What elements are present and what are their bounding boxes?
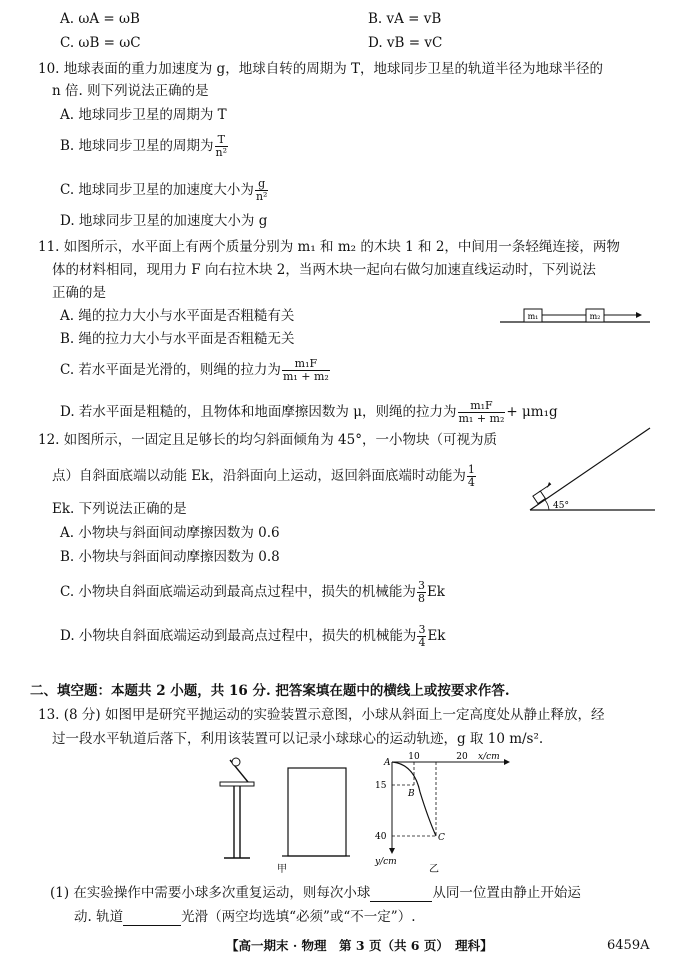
fraction-denominator: 4 — [418, 636, 426, 649]
q12-stem-line1: 12. 如图所示，一固定且足够长的均匀斜面倾角为 45°，一小物块（可视为质 — [38, 432, 497, 448]
q12-stem-line2 — [52, 464, 477, 489]
answer-blank-2[interactable] — [123, 911, 181, 926]
q12-option-b: B. 小物块与斜面间动摩擦因数为 0.8 — [60, 549, 280, 565]
y-axis-arrow-icon — [389, 848, 395, 854]
fraction-numerator: T — [215, 134, 229, 147]
q12-incline-figure — [525, 420, 665, 520]
q13-sub1-text-c: 动. 轨道 — [74, 909, 124, 925]
q10-stem-line1: 10. 地球表面的重力加速度为 g，地球自转的周期为 T，地球同步卫星的轨道半径为地球半径的 — [38, 61, 603, 77]
recording-board — [288, 768, 346, 856]
q10-option-c-text: C. 地球同步卫星的加速度大小为 — [60, 182, 254, 198]
q11-option-d — [60, 400, 558, 425]
fraction-denominator: n² — [215, 146, 228, 159]
page-footer: 【高一期末 · 物理 第 3 页（共 6 页） 理科】 — [226, 938, 493, 953]
fraction-numerator: 3 — [417, 579, 425, 592]
q12-stem-fraction — [467, 464, 476, 489]
q10-option-b-fraction — [215, 134, 229, 159]
fraction-numerator: 3 — [418, 623, 426, 636]
paper-code: 6459A — [607, 938, 650, 953]
q12-option-a: A. 小物块与斜面间动摩擦因数为 0.6 — [60, 525, 280, 541]
answer-blank-1[interactable] — [370, 887, 432, 902]
q13-apparatus-figure — [212, 752, 350, 876]
q11-option-c — [60, 358, 331, 383]
q11-stem-line2: 体的材料相同，现用力 F 向右拉木块 2，当两木块一起向右做匀加速直线运动时，下列说法 — [52, 262, 596, 278]
q12-option-c-text: C. 小物块自斜面底端运动到最高点过程中，损失的机械能为 — [60, 584, 416, 600]
angle-label: 45° — [553, 501, 569, 511]
x-axis-label: x/cm — [478, 752, 500, 762]
angle-arc — [545, 500, 549, 510]
point-b-label: B — [408, 789, 415, 799]
incline-line — [530, 428, 650, 510]
q12-option-d-fraction — [417, 624, 426, 649]
figure-jia-caption: 甲 — [277, 864, 287, 875]
tick-x20: 20 — [456, 752, 468, 762]
fraction-numerator: m₁F — [282, 358, 330, 371]
q11-option-d-text: D. 若水平面是粗糙的，且物体和地面摩擦因数为 μ，则绳的拉力为 — [60, 404, 457, 420]
q12-option-d-suffix: Ek — [427, 628, 446, 644]
q11-option-a: A. 绳的拉力大小与水平面是否粗糙有关 — [60, 308, 295, 324]
q11-stem-line1: 11. 如图所示，水平面上有两个质量分别为 m₁ 和 m₂ 的木块 1 和 2，中间用一条轻绳连接，两物 — [38, 239, 620, 255]
q11-option-d-suffix: + μm₁g — [506, 404, 558, 420]
q13-trajectory-figure — [372, 752, 522, 876]
q11-option-d-fraction — [458, 400, 506, 425]
fraction-numerator: 1 — [467, 463, 475, 476]
q13-sub1-line2 — [74, 908, 416, 926]
q13-stem-line1: 13. (8 分) 如图甲是研究平抛运动的实验装置示意图，小球从斜面上一定高度处从静止释放，经 — [38, 707, 605, 723]
figure-yi-caption: 乙 — [429, 864, 439, 875]
q12-stem-line3: Ek. 下列说法正确的是 — [52, 501, 187, 517]
q12-option-d-text: D. 小物块自斜面底端运动到最高点过程中，损失的机械能为 — [60, 628, 417, 644]
option-a: A. ωA = ωB — [60, 11, 140, 27]
x-axis-arrow-icon — [504, 759, 510, 765]
block-m1-label: m₁ — [527, 312, 539, 321]
q13-sub1-text-a: (1) 在实验操作中需要小球多次重复运动，则每次小球 — [50, 885, 371, 901]
q10-option-c — [60, 178, 269, 203]
tick-x10: 10 — [408, 752, 420, 762]
track-top — [220, 782, 254, 786]
option-c: C. ωB = ωC — [60, 35, 141, 51]
y-axis-label: y/cm — [375, 857, 397, 867]
q10-option-b — [60, 134, 229, 159]
force-arrow-head — [636, 312, 642, 318]
tick-y40: 40 — [375, 832, 387, 842]
q13-sub1-line1 — [50, 884, 581, 902]
option-b: B. vA = vB — [368, 11, 442, 27]
q11-option-c-fraction — [282, 358, 330, 383]
q13-sub1-text-b: 从同一位置由静止开始运 — [432, 885, 581, 901]
q12-option-c-suffix: Ek — [426, 584, 445, 600]
q12-stem-line2-text: 点）自斜面底端以动能 Ek，沿斜面向上运动，返回斜面底端时动能为 — [52, 468, 466, 484]
fraction-denominator: 8 — [417, 592, 425, 605]
small-block — [533, 491, 545, 503]
block-m2-label: m₂ — [589, 312, 601, 321]
fraction-denominator: n² — [255, 190, 268, 203]
ball — [232, 758, 240, 766]
fraction-numerator: m₁F — [458, 400, 506, 413]
q10-option-b-text: B. 地球同步卫星的周期为 — [60, 138, 214, 154]
point-a-label: A — [384, 758, 391, 768]
q10-option-a: A. 地球同步卫星的周期为 T — [60, 107, 227, 123]
section-2-title: 二、填空题：本题共 2 小题，共 16 分. 把答案填在题中的横线上或按要求作答. — [30, 683, 510, 699]
q13-sub1-text-d: 光滑（两空均选填“必须”或“不一定”）. — [181, 909, 416, 925]
q11-option-b: B. 绳的拉力大小与水平面是否粗糙无关 — [60, 331, 295, 347]
q10-option-c-fraction — [255, 178, 269, 203]
fraction-denominator: m₁ + m₂ — [282, 370, 329, 383]
q10-stem-line2: n 倍. 则下列说法正确的是 — [52, 83, 209, 99]
point-c-label: C — [438, 833, 445, 843]
tick-y15: 15 — [375, 781, 387, 791]
fraction-numerator: g — [255, 178, 269, 191]
q10-option-d: D. 地球同步卫星的加速度大小为 g — [60, 213, 268, 229]
q12-option-c — [60, 580, 445, 605]
q11-blocks-figure — [500, 300, 650, 330]
option-d: D. vB = vC — [368, 35, 443, 51]
q13-stem-line2: 过一段水平轨道后落下，利用该装置可以记录小球球心的运动轨迹，g 取 10 m/s². — [52, 731, 544, 747]
q12-option-d — [60, 624, 445, 649]
fraction-denominator: 4 — [467, 476, 475, 489]
q12-option-c-fraction — [417, 580, 426, 605]
q11-option-c-text: C. 若水平面是光滑的，则绳的拉力为 — [60, 362, 281, 378]
fraction-denominator: m₁ + m₂ — [458, 412, 505, 425]
q11-stem-line3: 正确的是 — [52, 285, 106, 301]
